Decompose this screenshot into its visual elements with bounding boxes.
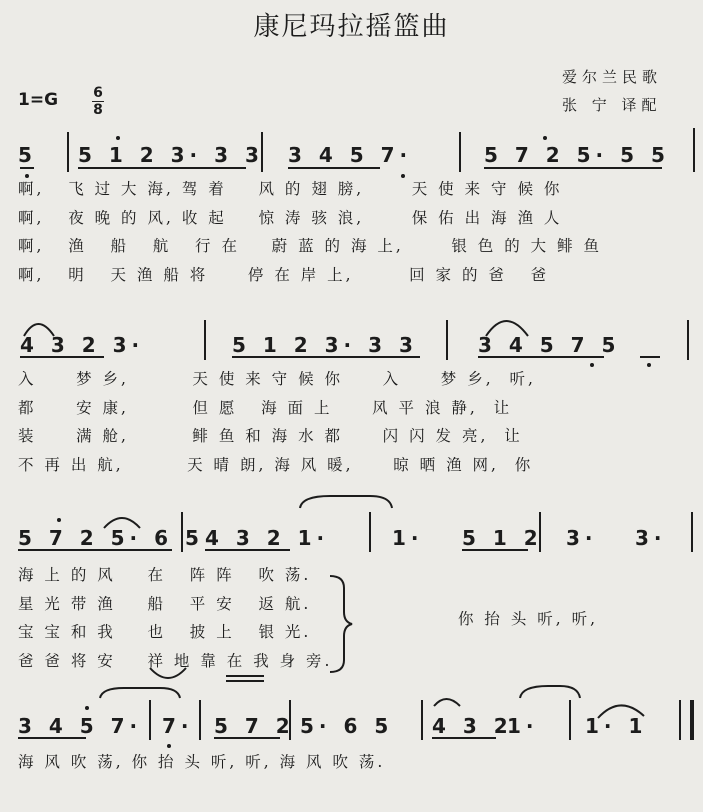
system4-measure1: 3 4 5 7· [18,714,143,738]
key-signature: 1=G [18,90,59,110]
lyric-slur [150,668,186,678]
tie [598,705,644,718]
lyric-verse-4: 爸 爸 将 安 祥 地 靠 在 我 身 旁. [18,651,333,670]
system2-measure3: 3 4 5 7 5 [478,333,621,357]
octave-dot-low [25,174,29,178]
lyric-verse-3: 啊, 渔 船 航 行 在 蔚 蓝 的 海 上, 银 色 的 大 鲱 鱼 [18,237,603,255]
system4-measure2: 7· [162,714,194,738]
lyric-verse-3: 装 满 舱, 鲱 鱼 和 海 水 都 闪 闪 发 亮, 让 [18,427,523,445]
tie [300,496,392,508]
song-title: 康尼玛拉摇篮曲 [253,12,450,42]
system4-measure7: 1· 1 [585,714,648,738]
lyric-verse-4: 不 再 出 航, 天 晴 朗, 海 风 暖, 晾 晒 渔 网, 你 [18,455,534,474]
tie [520,686,580,698]
system2-measure2: 5 1 2 3· 3 3 [232,333,418,357]
lyric-verse-2: 星 光 带 渔 船 平 安 返 航. [18,594,312,613]
tie [104,518,140,528]
system4-measure6: 1· [507,714,539,738]
lyric-verse-1: 啊, 飞 过 大 海, 驾 着 风 的 翅 膀, 天 使 来 守 候 你 [18,180,563,198]
octave-dot-low [647,363,651,367]
system2-measure1: 4 3 2 3· [20,333,145,357]
lyric-verse-1: 海 上 的 风 在 阵 阵 吹 荡. [18,566,312,584]
tie [100,688,180,698]
arranger-credit: 张 宁 译配 [562,96,662,114]
system4-measure3: 5 7 2 [214,714,295,738]
system4-measure5: 4 3 2 [432,714,513,738]
system1-measure2: 3 4 5 7· [288,143,413,167]
system1-pickup: 5 [18,143,37,167]
system3-measure2: 4 3 2 1· [205,526,330,550]
octave-dot-high [116,136,120,140]
tie [434,699,460,706]
system3-measure6: 3· [635,526,667,550]
system1-measure1: 5 1 2 3· 3 3 [78,143,264,167]
origin-credit: 爱尔兰民歌 [562,68,663,86]
octave-dot-low [167,744,171,748]
octave-dot-low [85,706,89,710]
tie [24,324,54,336]
system1-measure3: 5 7 2 5· 5 5 [484,143,670,167]
system4-lyric: 海 风 吹 荡, 你 抬 头 听, 听, 海 风 吹 荡. [18,753,386,771]
lyric-brace [330,576,352,672]
system3-measure4: 5 1 2 [462,526,543,550]
system3-side-lyric: 你 抬 头 听, 听, [458,610,599,628]
system3-measure1: 5 7 2 5· 6 5 [18,526,204,550]
system3-measure3: 1· [392,526,424,550]
time-signature-top: 6 [93,85,103,101]
octave-dot-low [590,363,594,367]
lyric-verse-2: 啊, 夜 晚 的 风, 收 起 惊 涛 骇 浪, 保 佑 出 海 渔 人 [18,208,563,227]
system3-measure5: 3· [566,526,598,550]
time-signature-bottom: 8 [93,102,103,118]
lyric-verse-1: 入 梦 乡, 天 使 来 守 候 你 入 梦 乡, 听, [18,370,536,388]
system4-measure4: 5· 6 5 [300,714,394,738]
lyric-verse-2: 都 安 康, 但 愿 海 面 上 风 平 浪 静, 让 [18,398,513,417]
octave-dot-high [543,136,547,140]
lyric-verse-4: 啊, 明 天 渔 船 将 停 在 岸 上, 回 家 的 爸 爸 [18,265,550,284]
tie [486,321,528,336]
octave-dot-low [401,174,405,178]
octave-dot-high [57,518,61,522]
lyric-verse-3: 宝 宝 和 我 也 披 上 银 光. [18,623,312,641]
